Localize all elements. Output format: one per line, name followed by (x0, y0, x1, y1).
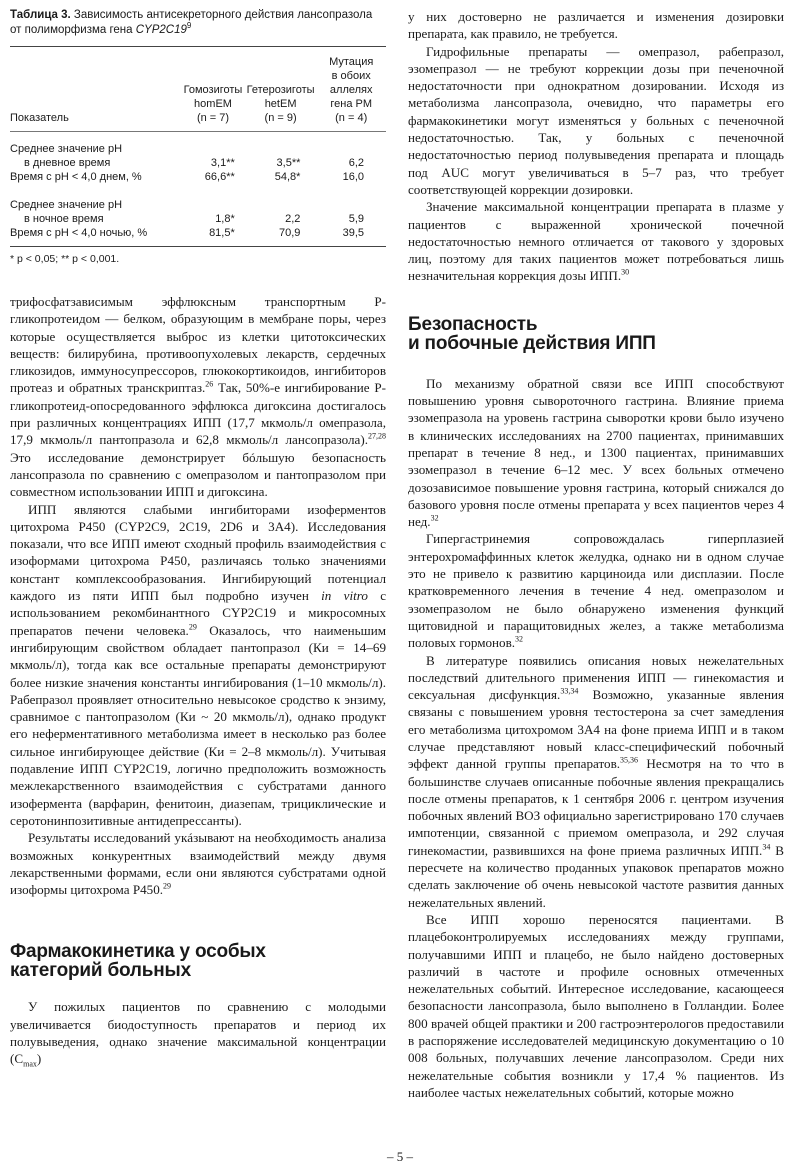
heading-line2: и побочные действия ИПП (408, 332, 656, 354)
page-number: – 5 – (387, 1149, 413, 1164)
table-caption-label: Таблица 3. (10, 9, 71, 21)
group1-row2-pm: 16,0 (342, 171, 364, 183)
right-r6d: В пересчете на количество проданных упаковок препаратов можно сделать заключение об очень невысокой частоте развития данных нежелательных явлений. (408, 842, 784, 910)
group2-row1-label: в ночное время (24, 213, 104, 225)
right-r6a: В литературе появились описания новых нежелательных последствий длительного применения ИПП — гинекомастия и сексуальная дисфункция. (408, 652, 784, 703)
ref-32: 32 (430, 513, 439, 523)
header-hetem-line2: hetEM (264, 98, 297, 110)
table-header-hetem (245, 51, 317, 125)
group1-row2-hetem: 54,8* (274, 171, 301, 183)
table-row (10, 226, 386, 240)
ref-34: 34 (762, 842, 771, 852)
ref-35-36: 35,36 (620, 755, 639, 765)
ref-32b: 32 (515, 634, 524, 644)
left-p4b: ) (36, 1051, 42, 1067)
ref-27-28: 27,28 (368, 432, 386, 442)
table-top-rule (10, 46, 386, 47)
left-p1b: Так, 50%-е ингибирование Р-гликопротеид-опосредованного эффлюкса дигоксина достигалось при различных концентрациях ИПП (17,7 мкмоль/л омепразола, 17,9 мкмоль/л пантопразола и 62,8 мкмоль/л лансопразола). (10, 380, 386, 448)
group2-row1-pm: 5,9 (348, 213, 364, 225)
paragraph (10, 829, 386, 898)
table-row (10, 142, 386, 156)
table-caption (10, 8, 386, 38)
group2-row2-pm: 39,5 (342, 227, 364, 239)
header-pm-line3: аллелях (329, 84, 373, 96)
left-p2b: с использованием рекомбинантного CYP2C19 и микросомных препаратов печени человека. (10, 588, 387, 638)
group1-row2-label: Время с рН < 4,0 днем, % (10, 171, 142, 183)
table-header-indicator: Показатель (10, 112, 69, 124)
left-p1: трифосфатзависимым эффлюксным транспортным Р-гликопротеидом — белком, образующим в мембране поры, через которые осуществляется выброс из клетки цитотоксических веществ: билирубина, противоопухолевых лекарств, сердечных гликозидов, иммуносупрессоров, глюкокортикоидов, ингибиторов протеаз и обратных транскриптаз. (10, 294, 386, 396)
paragraph: Гидрофильные препараты — омепразол, рабепразол, эзомепразол — не требуют коррекции дозы при печеночной недостаточности при однократном дозировании. Исходя из метаболизма лансопразола, очевидно, что параметры его фармакокинетики могут изменяться у больных с печеночной недостаточностью. Так, у больных с печеночной недостаточностью период полувыведения препарата и площадь под AUC могут увеличиваться в 5–7 раз, что требует соответствующей коррекции дозировки. (408, 43, 784, 197)
table-caption-ref: 9 (186, 21, 192, 31)
paragraph (408, 375, 784, 531)
right-r4: По механизму обратной связи все ИПП способствуют повышению уровня сывороточного гастрина. Влияние приема эзомепразола на уровень гастрина сыворотки крови было изучено в клинических исследованиях на 2700 пациентах, принимавших препарат в течение 8 нед., и 1300 пациентах, принимавших эзомепразол в течение 6–12 мес. У всех больных отмечено дозозависимое повышение уровня гастрина, который снижался до базового уровня после отмены препарата у всех пациентов через 4 нед. (408, 375, 784, 530)
in-vitro: in vitro (321, 588, 368, 604)
group2-row2-homem: 81,5* (209, 227, 235, 239)
left-p1c: Это исследование демонстрирует бóльшую безопасность лансопразола по сравнению с омепразолом и пантопразолом при совместном использовании ИПП и дигоксина. (10, 449, 386, 500)
left-p2a: ИПП являются слабыми ингибиторами изоферментов цитохрома Р450 (CYP2C9, 2C19, 2D6 и 3A4). Исследования показали, что все ИПП имеют сходный профиль взаимодействия с изоформами цитохрома Р450, различаясь только значениями констант комплексообразования. Ингибирующий потенциал каждого из пяти ИПП был подробно изучен (10, 501, 386, 604)
paragraph (10, 293, 386, 501)
header-hetem-line1: Гетерозиготы (246, 84, 315, 96)
header-pm-line2: в обоих (331, 70, 371, 82)
right-r6b: Возможно, указанные явления связаны с повышением уровня тестостерона за счет замедления его метаболизма цитохромом 3А4 на фоне приема ИПП и в таком случае представляют новый класс-специфический побочный эффект данной группы препаратов. (408, 687, 785, 772)
header-pm-n: (n = 4) (335, 112, 368, 124)
table-row (10, 156, 386, 170)
paragraph: у них достоверно не различается и изменения дозировки препарата, как правило, не требуется. (408, 9, 784, 42)
header-pm-line1: Мутация (329, 56, 374, 68)
group1-title: Среднее значение рН (10, 143, 123, 155)
right-r3: Значение максимальной концентрации препарата в плазме у пациентов с выраженной хронической почечной недостаточностью немного отличается от такового у здоровых лиц, поэтому для таких пациентов может потребоваться лишь незначительная коррекция дозы ИПП. (408, 199, 784, 284)
paragraph (408, 652, 784, 911)
group1-row1-pm: 6,2 (348, 157, 364, 169)
paragraph (10, 998, 386, 1073)
table-caption-gene: CYP2C19 (135, 24, 187, 36)
header-homem-n: (n = 7) (196, 112, 230, 124)
right-r6c: Несмотря на то что в большинстве случаев описанные побочные явления прекращались после отмены препаратов, к 1 сентября 2006 г. центром изучения побочных явлений ВОЗ официально зарегистрировано 170 случаев импотенции, связанной с приемом омепразола, и 292 случая гинекомастии, развившихся на фоне приема различных ИПП. (408, 756, 784, 858)
heading-line1: Безопасность (408, 313, 538, 335)
left-p3: Результаты исследований укáзывают на необходимость анализа возможных конкурентных взаимодействий между двумя лекарственными формами, если они являются субстратами одной изоформы цитохрома Р450. (10, 830, 386, 898)
heading-line2: категорий больных (10, 960, 191, 982)
group1-row1-homem: 3,1** (210, 157, 235, 169)
group2-title: Среднее значение рН (10, 199, 123, 211)
paragraph (10, 501, 386, 830)
table-row (10, 212, 386, 226)
table-header-row (10, 51, 386, 125)
group2-row2-label: Время с рН < 4,0 ночью, % (10, 227, 148, 239)
paragraph (408, 198, 784, 284)
table-header-pm (316, 51, 386, 125)
ref-26: 26 (205, 380, 214, 390)
right-column (408, 8, 784, 1101)
left-p2c: Оказалось, что наименьшим ингибирующим свойством обладает пантопразол (Ки = 14–69 мкмоль/л), тогда как все остальные препараты демонстрируют более низкие значения константы ингибирования (1–10 мкмоль/л). Рабепразол проявляет относительно невысокое сродство к энзиму, сравнимое с пантопразолом (Ки ~ 20 мкмоль/л), однако продукт его неферментативного метаболизма имеет в несколько раз более сильное ингибирующее действие (Ки = 2–8 мкмоль/л). Учитывая подавление ИПП CYP2C19, логично предположить возможность межлекарственного взаимодействия с субстратами данного изофермента (варфарин, фенитоин, диазепам, трициклические и серотонинпозитивные антидепрессанты). (10, 622, 387, 828)
left-column (10, 8, 386, 1073)
right-r5: Гипергастринемия сопровождалась гиперплазией энтерохромаффинных клеток желудка, однако ни в одном случае это не привело к развитию карциноида или дисплазии. После кратковременного лечения в течение 4 нед. омепразолом и эзомепразолом не было обнаружено изменения функций щитовидной и паращитовидных желез, а также метаболизма половых гормонов. (408, 531, 784, 651)
ref-29: 29 (188, 622, 197, 632)
ref-30: 30 (621, 268, 630, 278)
table-bottom-rule (10, 246, 386, 247)
data-table (10, 51, 386, 240)
paragraph (408, 530, 784, 651)
header-homem-line1: Гомозиготы (183, 84, 243, 96)
group2-row1-homem: 1,8* (215, 213, 235, 225)
table-row (10, 198, 386, 212)
table-header-homem (181, 51, 245, 125)
header-homem-line2: homEM (194, 98, 232, 110)
group1-row1-hetem: 3,5** (276, 157, 301, 169)
group2-row1-hetem: 2,2 (285, 213, 301, 225)
section-heading-pharmacokinetics (10, 942, 386, 980)
header-pm-line4: гена PM (330, 98, 373, 110)
group2-row2-hetem: 70,9 (278, 227, 301, 239)
table-caption-text: Зависимость антисекреторного действия лансопразола от полиморфизма гена (10, 9, 373, 36)
table-row (10, 170, 386, 184)
ref-29b: 29 (163, 881, 172, 891)
paragraph: Все ИПП хорошо переносятся пациентами. В плацебоконтролируемых исследованиях между группами, получавшими ИПП и плацебо, не было найдено достоверных различий в частоте и профиле основных отмеченных нежелательных событий. Интересное исследование, касающееся безопасности лансопразола, было выполнено в Голландии. Более 800 врачей общей практики и 200 гастроэнтерологов предоставили в распоряжение исследователей медицинскую документацию о 10 008 больных, получавших лечение лансопразолом. Среди них нежелательные события возникли у 17,4 % пациентов. Из наиболее частых нежелательных событий, которые можно (408, 911, 784, 1100)
left-p4a: У пожилых пациентов по сравнению с молодыми увеличивается биодоступность препаратов и период их полувыведения, однако значение максимальной концентрации (C (10, 999, 386, 1067)
heading-line1: Фармакокинетика у особых (10, 941, 266, 963)
group1-row1-label: в дневное время (24, 157, 111, 169)
header-hetem-n: (n = 9) (264, 112, 297, 124)
ref-33-34: 33,34 (560, 686, 579, 696)
group1-row2-homem: 66,6** (204, 171, 235, 183)
section-heading-safety (408, 315, 784, 353)
table-footnote: * p < 0,05; ** p < 0,001. (10, 253, 120, 265)
cmax-sub: max (23, 1059, 37, 1069)
